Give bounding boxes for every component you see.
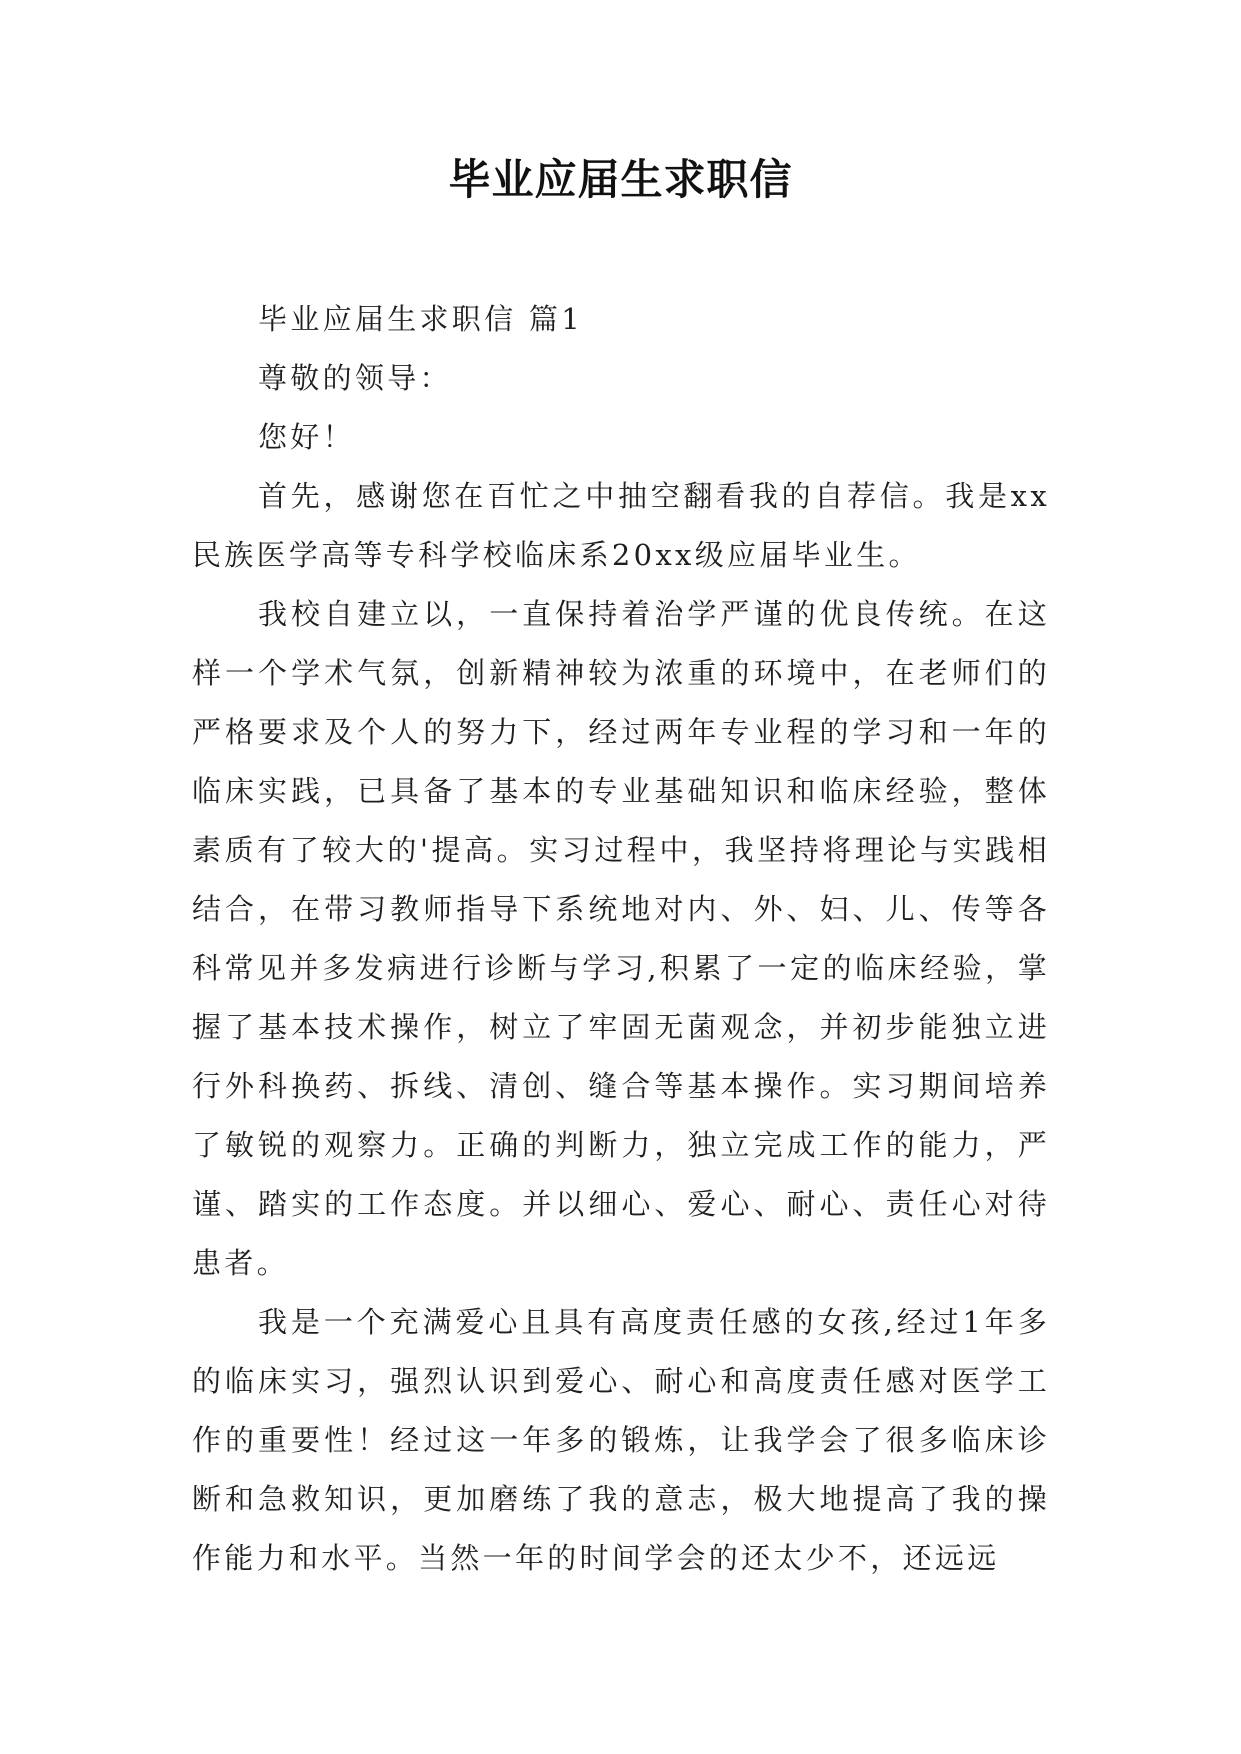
document-title: 毕业应届生求职信: [448, 155, 793, 204]
document-body: [192, 290, 1050, 1588]
salutation: 尊敬的领导：: [258, 361, 452, 395]
greeting: 您好！: [258, 420, 355, 454]
section-heading: 毕业应届生求职信 篇1: [258, 302, 583, 336]
body-paragraph: 我校自建立以，一直保持着治学严谨的优良传统。在这样一个学术气氛，创新精神较为浓重的环境中，在老师们的严格要求及个人的努力下，经过两年专业程的学习和一年的临床实践，已具备了基本的专业基础知识和临床经验，整体素质有了较大的'提高。实习过程中，我坚持将理论与实践相结合，在带习教师指导下系统地对内、外、妇、儿、传等各科常见并多发病进行诊断与学习,积累了一定的临床经验，掌握了基本技术操作，树立了牢固无菌观念，并初步能独立进行外科换药、拆线、清创、缝合等基本操作。实习期间培养了敏锐的观察力。正确的判断力，独立完成工作的能力，严谨、踏实的工作态度。并以细心、爱心、耐心、责任心对待患者。: [192, 597, 1050, 1280]
body-paragraph: 首先，感谢您在百忙之中抽空翻看我的自荐信。我是xx民族医学高等专科学校临床系20xx级应届毕业生。: [192, 479, 1050, 572]
body-paragraph: 我是一个充满爱心且具有高度责任感的女孩,经过1年多的临床实习，强烈认识到爱心、耐心和高度责任感对医学工作的重要性！经过这一年多的锻炼，让我学会了很多临床诊断和急救知识，更加磨练了我的意志，极大地提高了我的操作能力和水平。当然一年的时间学会的还太少不，还远远: [192, 1305, 1050, 1575]
